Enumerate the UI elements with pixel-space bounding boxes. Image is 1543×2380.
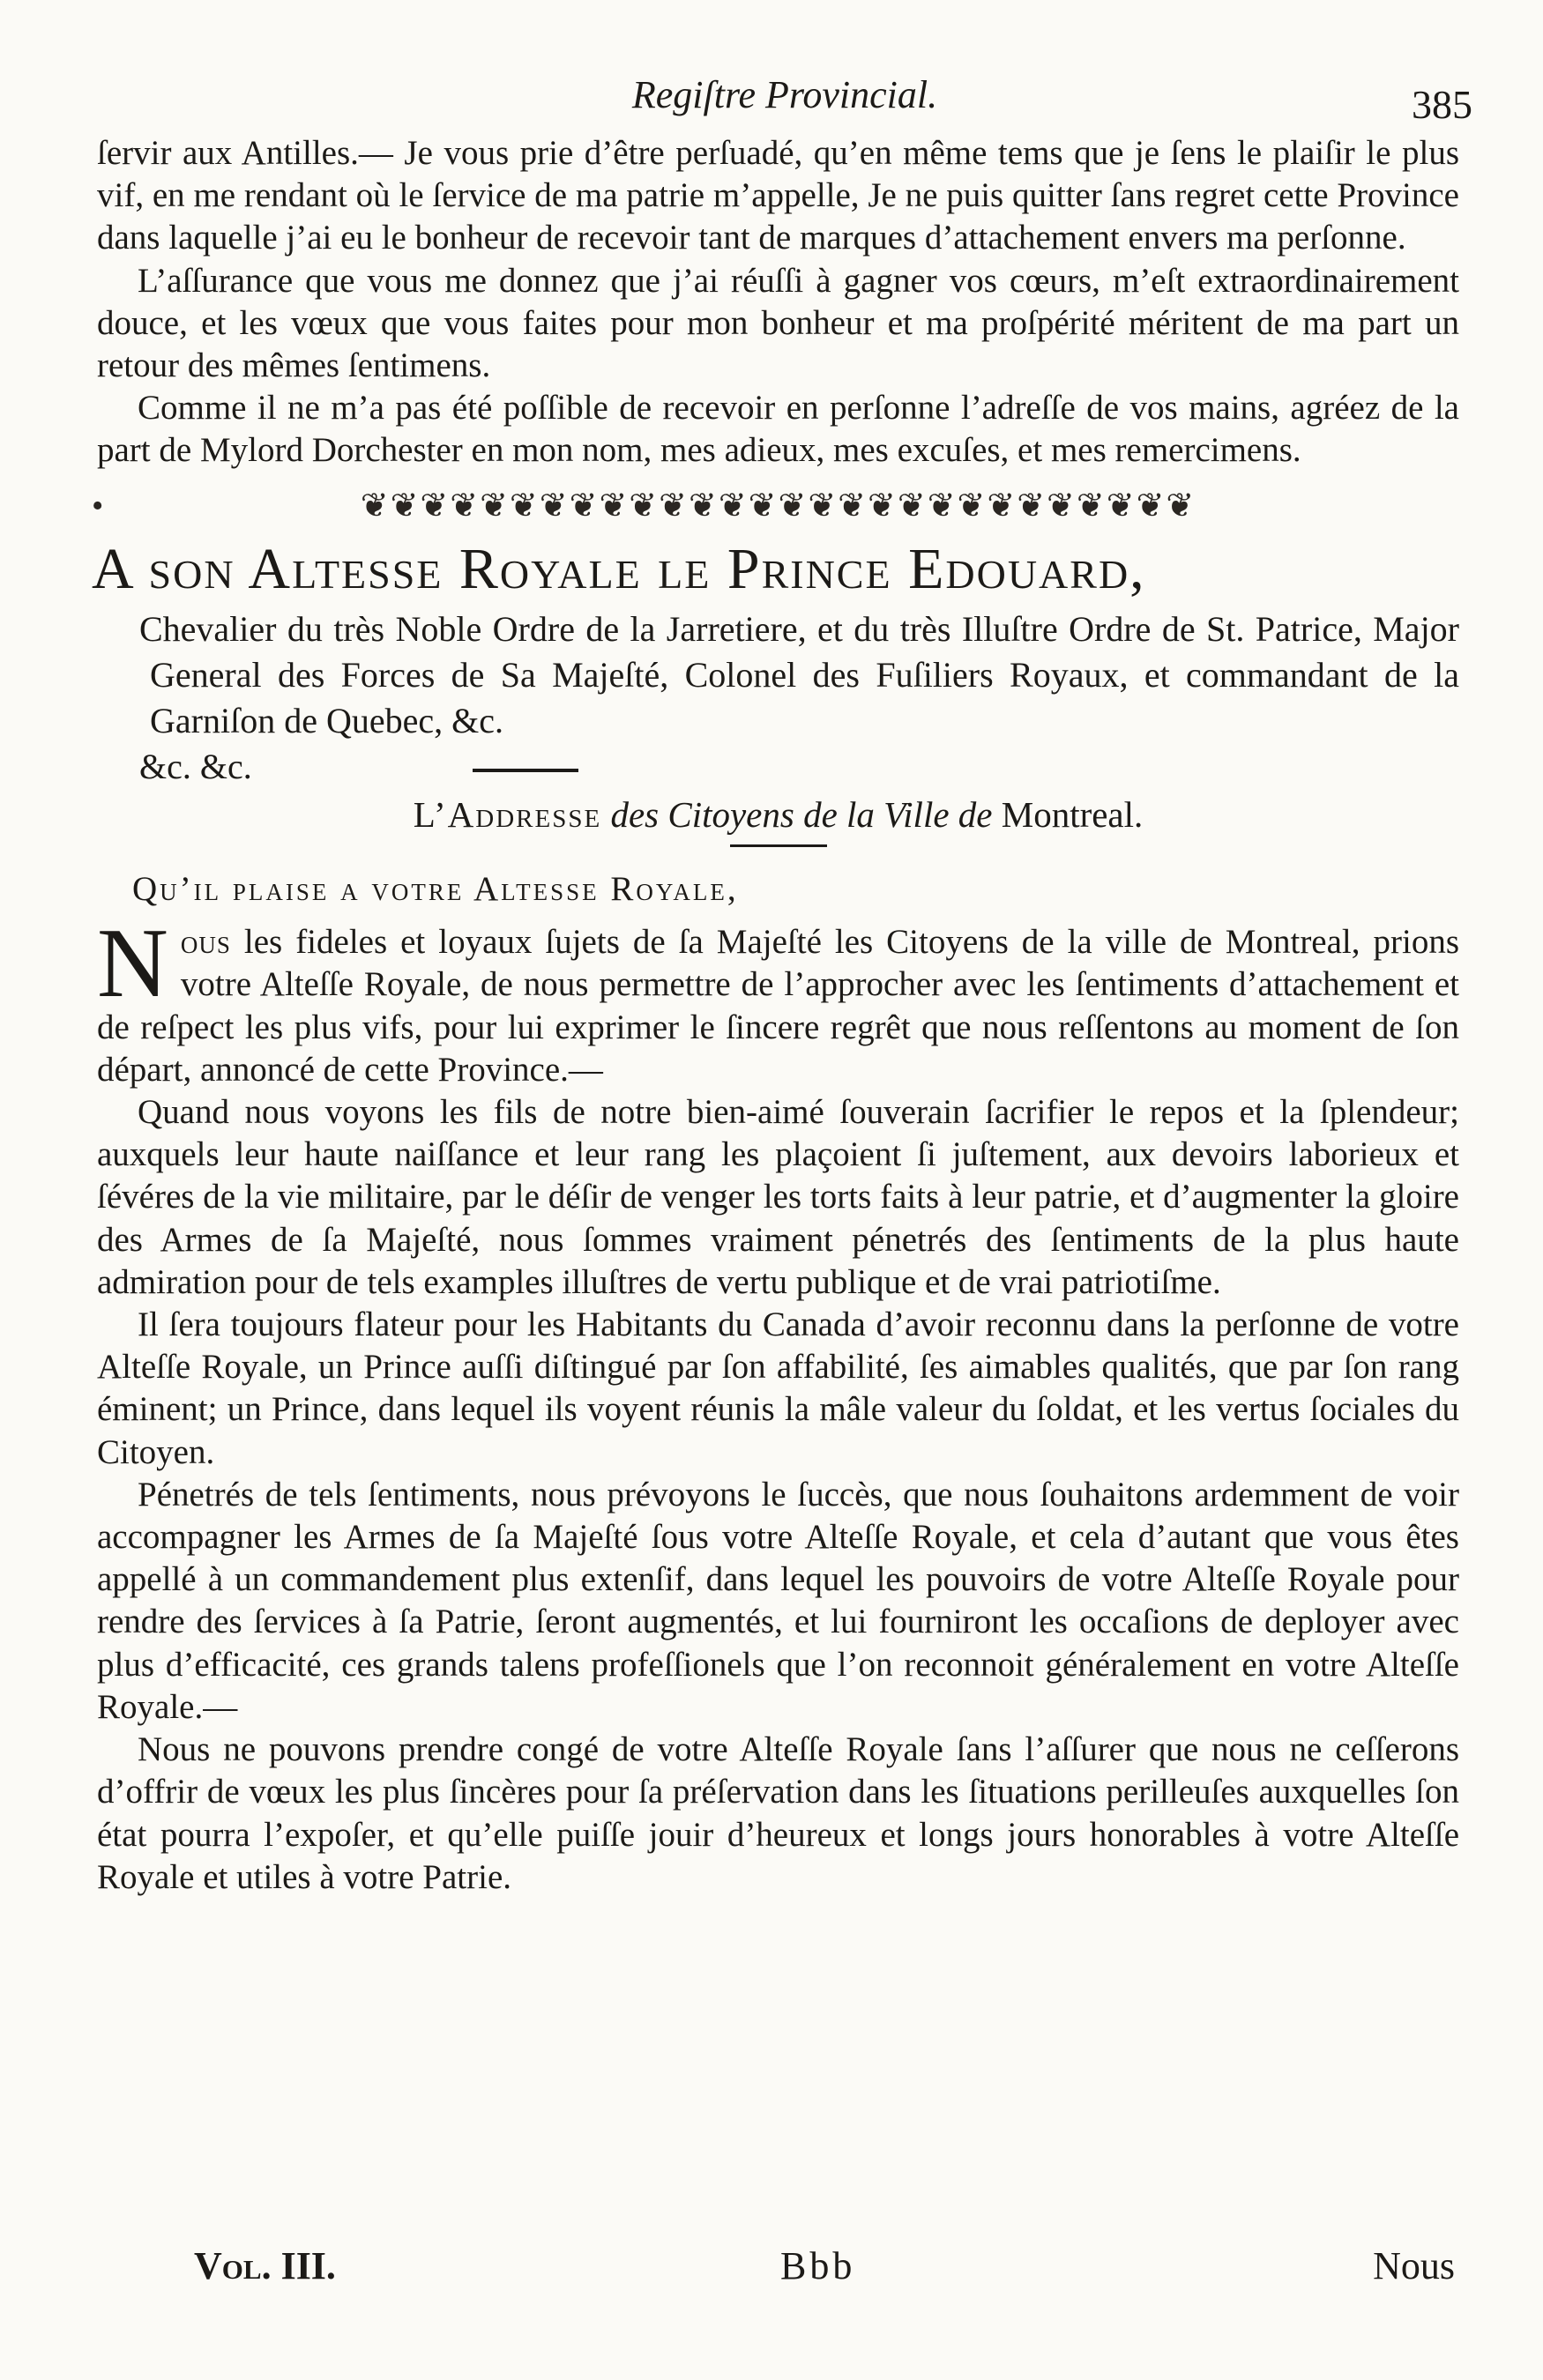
page-body bbox=[92, 132, 1459, 1899]
letter-paragraph: L’aſſurance que vous me donnez que j’ai réuſſi à gagner vos cœurs, m’eſt extraordinairement douce, et les vœux que vous faites pour mon bonheur et ma proſpérité méritent de ma part un retour des mêmes ſentimens. bbox=[97, 261, 1459, 385]
letter-paragraph: Comme il ne m’a pas été poſſible de recevoir en perſonne l’adreſſe de vos mains, agréez de la part de Mylord Dorchester en mon nom, mes adieux, mes excuſes, et mes remercimens. bbox=[97, 389, 1459, 470]
address-heading-place: Montreal. bbox=[1001, 793, 1144, 835]
titles-text: Chevalier du très Noble Ordre de la Jarretiere, et du très Illuſtre Ordre de St. Patrice, Major General des Forces de Sa Majeſté, Colonel des Fuſiliers Royaux, et commandant de la Garniſon de Quebec, &c. bbox=[139, 608, 1459, 740]
titles-end-line bbox=[139, 744, 1459, 790]
titles-etc: &c. &c. bbox=[150, 744, 578, 790]
addressee-titles bbox=[97, 606, 1459, 790]
salutation: Qu’il plaise a votre Altesse Royale, bbox=[132, 870, 739, 909]
address-heading bbox=[97, 793, 1459, 836]
fleuron-row: ❦❦❦❦❦❦❦❦❦❦❦❦❦❦❦❦❦❦❦❦❦❦❦❦❦❦❦❦ bbox=[360, 487, 1196, 524]
volume-mark: Vol. III. bbox=[194, 2244, 336, 2287]
bullet-mark: • bbox=[92, 487, 106, 524]
page-header bbox=[97, 72, 1472, 125]
page-number: 385 bbox=[1412, 82, 1472, 127]
letter-paragraph: ſervir aux Antilles.— Je vous prie d’être perſuadé, qu’en même tems que je ſens le plaiſir le plus vif, en me rendant où le ſervice de ma patrie m’appelle, Je ne puis quitter ſans regret cette Province dans laquelle j’ai eu le bonheur de recevoir tant de marques d’attachement envers ma perſonne. bbox=[97, 134, 1459, 257]
address-heading-italic: des Citoyens de la Ville de bbox=[610, 793, 993, 835]
address-paragraph: Il ſera toujours flateur pour les Habitants du Canada d’avoir reconnu dans la perſonne de votre Alteſſe Royale, un Prince auſſi diſtingué par ſon affabilité, ſes aimables qualités, que par ſon rang éminent; un Prince, dans lequel ils voyent réunis la mâle valeur du ſoldat, et les vertus ſociales du Citoyen. bbox=[97, 1305, 1459, 1471]
catchword: Nous bbox=[1373, 2244, 1455, 2287]
drop-cap: N bbox=[97, 909, 168, 1019]
address-paragraph: Quand nous voyons les fils de notre bien-aimé ſouverain ſacrifier le repos et la ſplendeur; auxquels leur haute naiſſance et leur rang les plaçoient ſi juſtement, aux devoirs laborieux et ſévéres de la vie militaire, par le déſir de venger les torts faits à leur patrie, et d’augmenter la gloire des Armes de ſa Majeſté, nous ſommes vraiment pénetrés des ſentiments de la plus haute admiration pour de tels examples illuſtres de vertu publique et de vrai patriotiſme. bbox=[97, 1093, 1459, 1301]
address-paragraph: Nous ne pouvons prendre congé de votre Alteſſe Royale ſans l’aſſurer que nous ne ceſſerons d’offrir de vœux les plus ſincères pour ſa préſervation dans les ſituations perilleuſes auxquelles ſon état pourra l’expoſer, et qu’elle puiſſe jouir d’heureux et longs jours honorables à votre Alteſſe Royale et utiles à votre Patrie. bbox=[97, 1730, 1459, 1896]
center-rule bbox=[730, 844, 827, 847]
addressee-heading: A ſon Altesse Royale le Prince Edouard, bbox=[92, 536, 1146, 601]
first-paragraph-text: les fideles et loyaux ſujets de ſa Majeſté les Citoyens de la ville de Montreal, prions votre Alteſſe Royale, de nous permettre de l’approcher avec les ſentiments d’attachement et de reſpect les plus vifs, pour lui exprimer le ſincere regrêt que nous reſſentons au moment de ſon départ, annoncé de cette Province.— bbox=[97, 923, 1459, 1089]
address-heading-sc: L’Addresse bbox=[413, 793, 602, 835]
first-word: ous bbox=[180, 923, 231, 962]
running-title: Regiſtre Provincial. bbox=[631, 73, 938, 116]
short-rule bbox=[473, 769, 578, 772]
address-paragraph: Pénetrés de tels ſentiments, nous prévoyons le ſuccès, que nous ſouhaitons ardemment de voir accompagner les Armes de ſa Majeſté ſous votre Alteſſe Royale, et cela d’autant que vous êtes appellé à un commandement plus extenſif, dans lequel les pouvoirs de votre Alteſſe Royale pour rendre des ſervices à ſa Patrie, ſeront augmentés, et lui fourniront les occaſions de deployer avec plus d’efficacité, ces grands talens profeſſionels que l’on reconnoit généralement en votre Alteſſe Royale.— bbox=[97, 1475, 1459, 1726]
signature-mark: Bbb bbox=[780, 2244, 856, 2287]
ornament-band bbox=[92, 485, 1459, 527]
page-footer bbox=[132, 2243, 1455, 2296]
address-first-paragraph bbox=[97, 909, 1459, 1091]
